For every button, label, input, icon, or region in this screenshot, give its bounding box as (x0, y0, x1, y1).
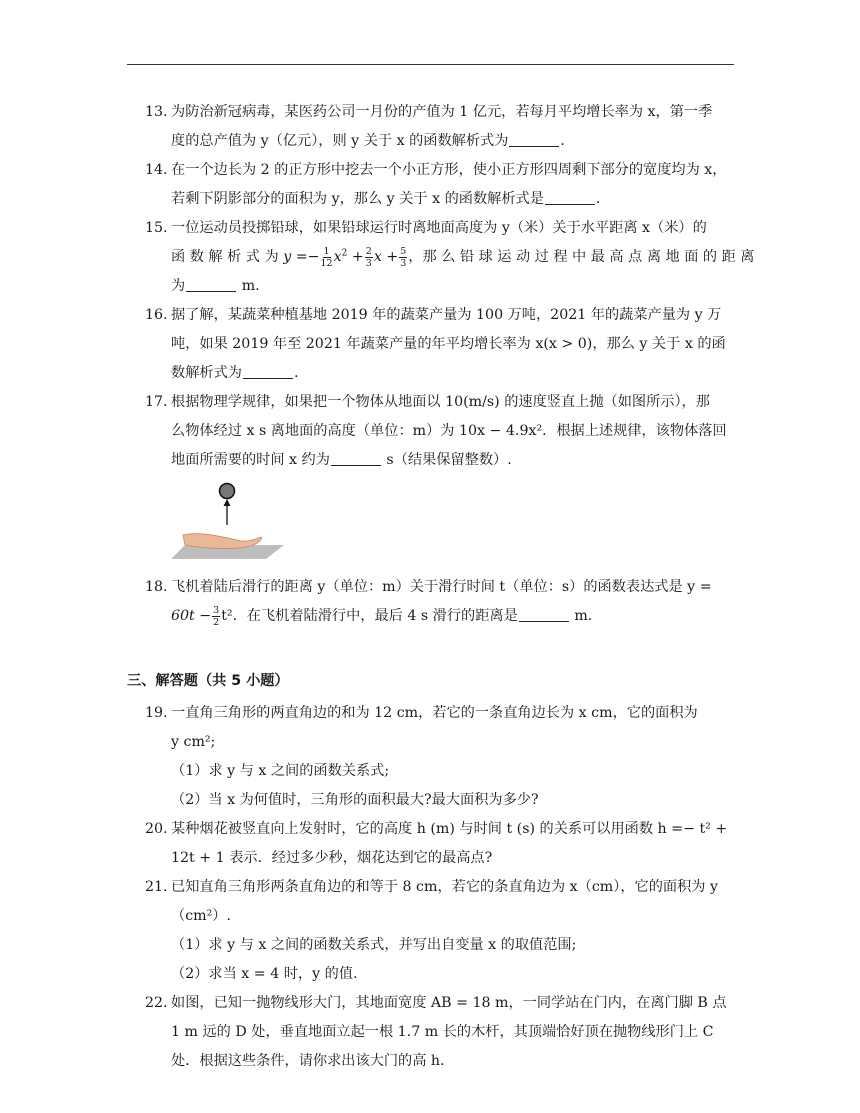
q21-line2: （cm²）. (171, 908, 231, 924)
q18-line2: 60t − $\frac{3}{2}$ t²．在飞机着陆滑行中，最后 4 s 滑行的距离是 m. (171, 604, 593, 628)
q19-part2: （2）当 x 为何值时，三角形的面积最大?最大面积为多少? (171, 792, 539, 808)
q17-line1: 根据物理学规律，如果把一个物体从地面以 10(m/s) 的速度竖直上抛（如图所示），那 (171, 394, 710, 410)
question-14: 14. 在一个边长为 2 的正方形中挖去一个小正方形，使小正方形四周剩下部分的宽度均为 x， 若剩下阴影部分的面积为 y，那么 y 关于 x 的函数解析式是 . (127, 156, 735, 214)
q16-line3: 数解析式为 . (171, 365, 299, 381)
q21-part1: （1）求 y 与 x 之间的函数关系式，并写出自变量 x 的取值范围; (171, 937, 577, 953)
question-22: 22. 如图，已知一抛物线形大门，其地面宽度 AB = 18 m，一同学站在门内，在离门脚 B 点 1 m 远的 D 处，垂直地面立起一根 1.7 m 长的木杆，其顶端恰好顶在抛物线形门上 C 处．根据这些条件，请你求出该大门的高 h. (127, 989, 735, 1076)
question-13: 13. 为防治新冠病毒，某医药公司一月份的产值为 1 亿元，若每月平均增长率为 x，第一季 度的总产值为 y（亿元），则 y 关于 x 的函数解析式为 . (127, 98, 735, 156)
q21-line1: 已知直角三角形两条直角边的和等于 8 cm，若它的条直角边为 x（cm），它的面积为 y (171, 879, 718, 895)
q14-line1: 在一个边长为 2 的正方形中挖去一个小正方形，使小正方形四周剩下部分的宽度均为 x， (171, 162, 727, 178)
q14-line2: 若剩下阴影部分的面积为 y，那么 y 关于 x 的函数解析式是 . (171, 191, 601, 207)
header-rule (127, 64, 734, 65)
ball-hand-illustration (171, 475, 301, 567)
q18-line1: 飞机着陆后滑行的距离 y（单位：m）关于滑行时间 t（单位：s）的函数表达式是 y = (171, 579, 712, 595)
q21-part2: （2）求当 x = 4 时，y 的值. (171, 966, 358, 982)
q22-line1: 如图，已知一抛物线形大门，其地面宽度 AB = 18 m，一同学站在门内，在离门脚 B 点 (171, 995, 727, 1011)
up-arrow-icon (224, 499, 231, 506)
question-19: 19. 一直角三角形的两直角边的和为 12 cm，若它的一条直角边长为 x cm，它的面积为 y cm²; (127, 699, 735, 757)
q15-line2: 函 数 解 析 式 为 y =− $\frac{1}{12}$ $x^2$ + $\frac{2}{3}$ x + $\frac{5}{3}$ ，那 么 铅 球 运 动 过 程 中 最 高 点 离 地 面 的 距 离 (171, 245, 755, 269)
question-21: 21. 已知直角三角形两条直角边的和等于 8 cm，若它的条直角边为 x（cm），它的面积为 y （cm²）. (127, 873, 735, 931)
answer-blank[interactable] (519, 607, 569, 622)
q15-line1: 一位运动员投掷铅球，如果铅球运行时离地面高度为 y（米）关于水平距离 x（米）的 (171, 220, 707, 236)
fraction: $\frac{5}{3}$ (400, 245, 407, 269)
answer-blank[interactable] (243, 364, 293, 379)
q19-line2: y cm²; (171, 734, 216, 750)
q17-line2: 么物体经过 x s 离地面的高度（单位：m）为 10x − 4.9x²．根据上述规律，该物体落回 (171, 423, 727, 439)
page-content (127, 98, 755, 1076)
fraction: $\frac{3}{2}$ (213, 604, 220, 628)
q19-line1: 一直角三角形的两直角边的和为 12 cm，若它的一条直角边长为 x cm，它的面积为 (171, 705, 698, 721)
q16-line2: 吨，如果 2019 年至 2021 年蔬菜产量的年平均增长率为 x(x > 0)，那么 y 关于 x 的函 (171, 336, 726, 352)
hand-icon (183, 534, 262, 549)
q20-line2: 12t + 1 表示．经过多少秒，烟花达到它的最高点? (171, 850, 493, 866)
section-heading: 三、解答题（共 5 小题） (127, 673, 289, 689)
fraction: $\frac{1}{12}$ (320, 245, 333, 269)
q22-line3: 处．根据这些条件，请你求出该大门的高 h. (171, 1053, 445, 1069)
ball-icon (220, 484, 235, 499)
question-17: 17. 根据物理学规律，如果把一个物体从地面以 10(m/s) 的速度竖直上抛（如图所示），那 么物体经过 x s 离地面的高度（单位：m）为 10x − 4.9x²．根据上述规律，该物体落回 地面所需要的时间 x 约为 s（结果保留整数）. (127, 388, 735, 475)
q13-line2: 度的总产值为 y（亿元），则 y 关于 x 的函数解析式为 . (171, 133, 565, 149)
q19-part1: （1）求 y 与 x 之间的函数关系式; (171, 763, 390, 779)
question-16: 16. 据了解，某蔬菜种植基地 2019 年的蔬菜产量为 100 万吨，2021 年的蔬菜产量为 y 万 吨，如果 2019 年至 2021 年蔬菜产量的年平均增长率为 x(x > 0)，那么 y 关于 x 的函 数解析式为 . (127, 301, 735, 388)
question-20: 20. 某种烟花被竖直向上发射时，它的高度 h (m) 与时间 t (s) 的关系可以用函数 h =− t² + 12t + 1 表示．经过多少秒，烟花达到它的最高点? (127, 815, 735, 873)
question-15: 15. 一位运动员投掷铅球，如果铅球运行时离地面高度为 y（米）关于水平距离 x（米）的 函 数 解 析 式 为 y =− $\frac{1}{12}$ $x^2$ + $\frac{2}{3}$ x + $\frac{5}{3}$ ，那 么 铅 球 运 动 过 程 中 最 高 点 离 地 面 的 距 离 为 m. (127, 214, 735, 301)
q20-line1: 某种烟花被竖直向上发射时，它的高度 h (m) 与时间 t (s) 的关系可以用函数 h =− t² + (171, 821, 728, 837)
q13-line1: 为防治新冠病毒，某医药公司一月份的产值为 1 亿元，若每月平均增长率为 x，第一季 (171, 104, 713, 120)
q17-figure (171, 475, 735, 569)
q15-line3: 为 m. (171, 278, 260, 294)
answer-blank[interactable] (331, 451, 381, 466)
q22-line2: 1 m 远的 D 处，垂直地面立起一根 1.7 m 长的木杆，其顶端恰好顶在抛物线形门上 C (171, 1024, 714, 1040)
q17-line3: 地面所需要的时间 x 约为 s（结果保留整数）. (171, 452, 512, 468)
fraction: $\frac{2}{3}$ (365, 245, 372, 269)
answer-blank[interactable] (509, 132, 559, 147)
question-18: 18. 飞机着陆后滑行的距离 y（单位：m）关于滑行时间 t（单位：s）的函数表达式是 y = 60t − $\frac{3}{2}$ t²．在飞机着陆滑行中，最后 4 s 滑行的距离是 m. (127, 573, 735, 631)
answer-blank[interactable] (186, 277, 236, 292)
answer-blank[interactable] (545, 190, 595, 205)
q16-line1: 据了解，某蔬菜种植基地 2019 年的蔬菜产量为 100 万吨，2021 年的蔬菜产量为 y 万 (171, 307, 722, 323)
